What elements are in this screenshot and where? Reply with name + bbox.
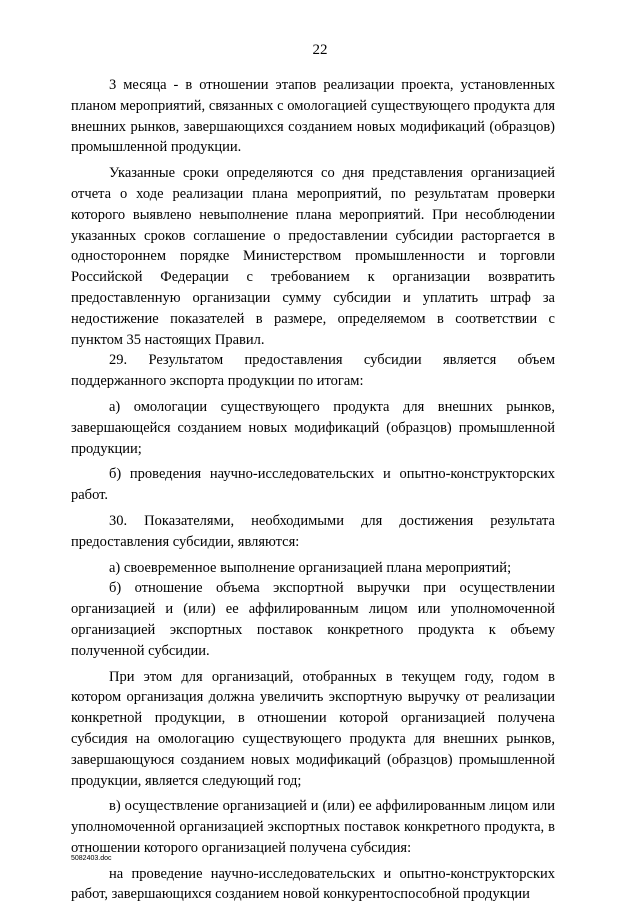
paragraph: б) проведения научно-исследовательских и опытно-конструкторских работ. xyxy=(71,466,555,504)
paragraph: в) осуществление организацией и (или) ее аффилированным лицом или уполномоченной организацией экспортных поставок конкретного продукта, в отношении которого организацией получена субсидия: xyxy=(71,798,555,856)
page-number: 22 xyxy=(312,42,328,58)
document-body xyxy=(71,75,555,905)
paragraph: а) своевременное выполнение организацией плана мероприятий; xyxy=(109,559,512,576)
paragraph: а) омологации существующего продукта для внешних рынков, завершающейся созданием новых модификаций (образцов) промышленной продукции; xyxy=(71,398,555,457)
paragraph: на проведение научно-исследовательских и опытно-конструкторских работ, завершающихся созданием новой конкурентоспособной продукции xyxy=(71,865,555,903)
paragraph: При этом для организаций, отобранных в текущем году, годом в котором организация должна увеличить экспортную выручку от реализации конкретной продукции, в отношении которой организацией получена субсидия на омологацию существующего продукта для внешних рынков, завершающуюся созданием новых модификаций (образцов) промышленной продукции, является следующий год; xyxy=(71,668,555,789)
paragraph: 30. Показателями, необходимыми для достижения результата предоставления субсидии, являются: xyxy=(71,512,555,550)
paragraph: 3 месяца - в отношении этапов реализации проекта, установленных планом мероприятий, связанных с омологацией существующего продукта для внешних рынков, завершающихся созданием новых модификаций (образцов) промышленной продукции. xyxy=(71,77,555,156)
paragraph: б) отношение объема экспортной выручки при осуществлении организацией и (или) ее аффилированным лицом или уполномоченной организацией экспортных поставок конкретного продукта к объему полученной субсидии. xyxy=(71,580,555,659)
footer-filename: 5082403.doc xyxy=(71,855,112,862)
paragraph: Указанные сроки определяются со дня представления организацией отчета о ходе реализации плана мероприятий, по результатам проверки которого выявлено невыполнение плана мероприятий. При несоблюдении указанных сроков соглашение о предоставлении субсидии расторгается в одностороннем порядке Министерством промышленности и торговли Российской Федерации с требованием к организации возвратить предоставленную организации сумму субсидии и уплатить штраф за недостижение показателей в размере, определяемом в соответствии с пунктом 35 настоящих Правил. xyxy=(71,165,555,348)
paragraph: 29. Результатом предоставления субсидии является объем поддержанного экспорта продукции по итогам: xyxy=(71,352,555,390)
